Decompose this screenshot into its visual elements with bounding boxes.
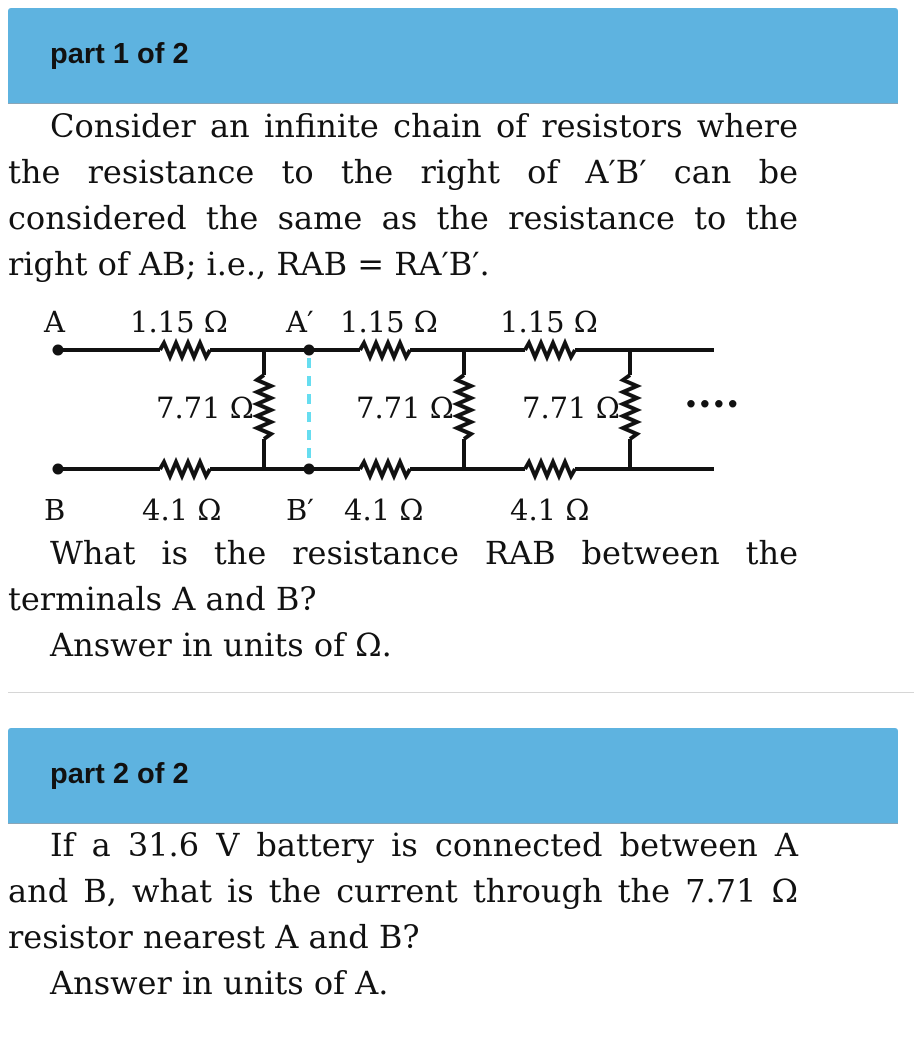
vertical-resistor-2-label: 7.71 Ω xyxy=(356,391,454,425)
chain-ellipsis: ···· xyxy=(684,381,740,428)
label-a: A xyxy=(44,305,65,339)
label-b-prime: B′ xyxy=(286,493,314,527)
part1-question: What is the resistance RAB between the terminals A and B? xyxy=(8,534,798,618)
label-b: B xyxy=(44,493,66,527)
terminal-b-prime-dot xyxy=(304,464,315,475)
bottom-resistor-2-label: 4.1 Ω xyxy=(344,493,424,527)
terminal-a-prime-dot xyxy=(304,345,315,356)
part1-banner xyxy=(8,8,898,104)
part1-heading: part 1 of 2 xyxy=(50,38,189,70)
top-resistor-3-label: 1.15 Ω xyxy=(500,305,598,339)
bottom-rail xyxy=(58,462,714,476)
part1-answer-units: Answer in units of Ω. xyxy=(50,626,392,664)
part2-question: If a 31.6 V battery is connected between A and B, what is the current through the 7.71 Ω resistor nearest A and B? xyxy=(8,826,798,956)
part1-question-block xyxy=(8,530,798,668)
top-resistor-2-label: 1.15 Ω xyxy=(340,305,438,339)
bottom-resistor-3-label: 4.1 Ω xyxy=(510,493,590,527)
part2-answer-units: Answer in units of A. xyxy=(50,964,389,1002)
top-resistor-1-label: 1.15 Ω xyxy=(130,305,228,339)
vertical-resistor-3-label: 7.71 Ω xyxy=(522,391,620,425)
section-divider xyxy=(8,692,914,693)
label-a-prime: A′ xyxy=(286,305,314,339)
vertical-resistor-1-label: 7.71 Ω xyxy=(156,391,254,425)
top-rail xyxy=(58,343,714,357)
part2-heading: part 2 of 2 xyxy=(50,758,189,790)
part2-question-block xyxy=(8,822,798,1006)
terminal-b-dot xyxy=(53,464,64,475)
part1-intro: Consider an infinite chain of resistors where the resistance to the right of A′B′ can be considered the same as the resistance to the right of AB; i.e., RAB = RA′B′. xyxy=(8,107,798,283)
terminal-a-dot xyxy=(53,345,64,356)
resistor-chain-circuit xyxy=(0,298,914,534)
part2-banner xyxy=(8,728,898,824)
bottom-resistor-1-label: 4.1 Ω xyxy=(142,493,222,527)
part1-intro-block xyxy=(8,103,798,287)
